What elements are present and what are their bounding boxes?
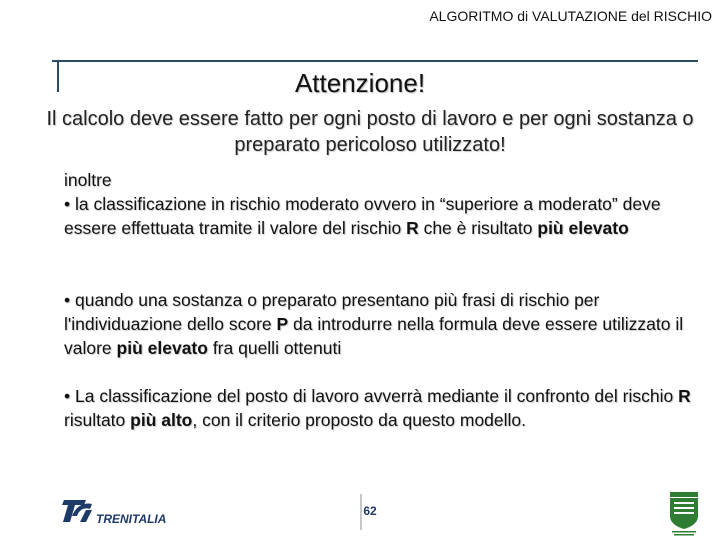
- paragraph-workplace: [64, 384, 694, 432]
- bold-term: R: [678, 386, 691, 406]
- text-span: da introdurre nella formula deve essere utilizzato il valore: [64, 314, 684, 358]
- page-number: 62: [363, 504, 377, 518]
- bold-term: più elevato: [537, 218, 629, 238]
- header-divider: [52, 60, 698, 62]
- emblem-logo: [664, 490, 704, 536]
- text-span: che è risultato: [418, 218, 538, 238]
- text-span: risultato: [64, 410, 131, 430]
- slide-heading: Attenzione!: [294, 68, 426, 98]
- paragraph-classification: [64, 168, 694, 240]
- trenitalia-logo: [58, 492, 188, 528]
- trenitalia-logo-icon: [58, 492, 188, 528]
- bold-term: R: [406, 218, 419, 238]
- logo-wordmark: TRENITALIA: [96, 512, 167, 526]
- text-span: • quando una sostanza o preparato presentano più frasi di rischio per l'individuazione dello score: [64, 290, 600, 334]
- text-span: , con il criterio proposto da questo modello.: [192, 410, 527, 430]
- bold-term: più elevato: [116, 338, 208, 358]
- header-title: ALGORITMO di VALUTAZIONE del RISCHIO: [429, 8, 712, 24]
- paragraph-intro: inoltre: [64, 170, 112, 190]
- text-span: • la classificazione in rischio moderato ovvero in “superiore a moderato” deve essere effettuata tramite il valore del rischio: [64, 194, 661, 238]
- slide-subtitle: Il calcolo deve essere fatto per ogni posto di lavoro e per ogni sostanza o preparato pericoloso utilizzato!: [46, 108, 694, 156]
- bold-term: più alto: [130, 410, 193, 430]
- text-span: fra quelli ottenuti: [207, 338, 342, 358]
- shield-emblem-icon: [664, 490, 704, 536]
- text-span: • La classificazione del posto di lavoro avverrà mediante il confronto del rischio: [64, 386, 679, 406]
- paragraph-risk-phrases: [64, 288, 694, 360]
- bold-term: P: [276, 314, 289, 334]
